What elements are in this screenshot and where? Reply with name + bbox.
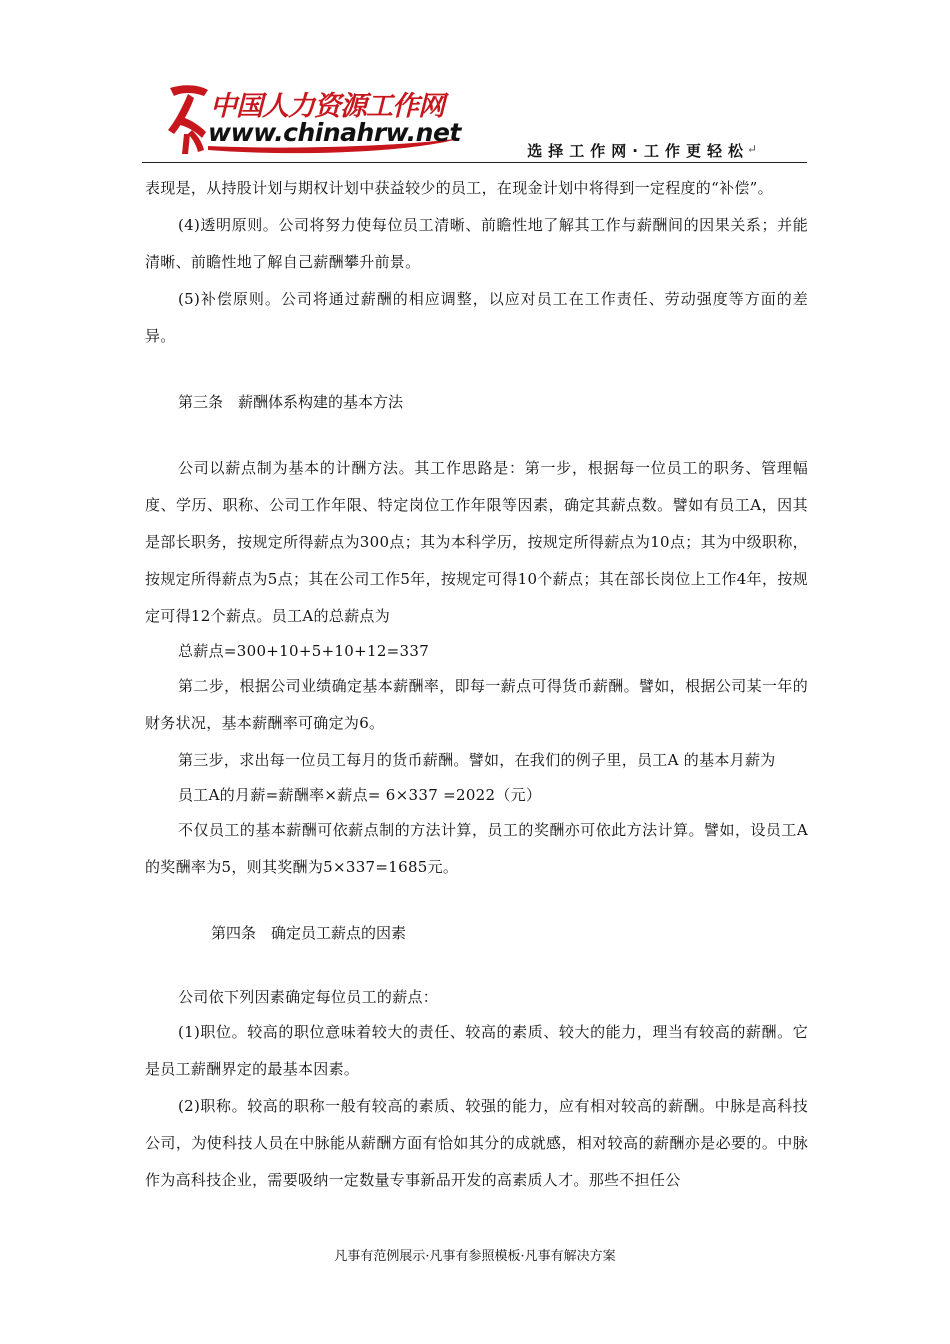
paragraph: 表现是，从持股计划与期权计划中获益较少的员工，在现金计划中将得到一定程度的“补偿”。 <box>145 179 773 197</box>
paragraph: 第二步，根据公司业绩确定基本薪酬率，即每一薪点可得货币薪酬。譬如，根据公司某一年的财务状况，基本薪酬率可确定为6。 <box>145 677 808 732</box>
document-body <box>145 170 808 1199</box>
paragraph: (5)补偿原则。公司将通过薪酬的相应调整，以应对员工在工作责任、劳动强度等方面的差异。 <box>145 290 808 345</box>
paragraph: (1)职位。较高的职位意味着较大的责任、较高的素质、较大的能力，理当有较高的薪酬。它是员工薪酬界定的最基本因素。 <box>145 1023 808 1078</box>
formula-line: 总薪点=300+10+5+10+12=337 <box>178 642 430 660</box>
logo-chinese-name: 中国人力资源工作网 <box>210 91 444 122</box>
header-slogan: 选择工作网·工作更轻松 <box>527 142 749 160</box>
paragraph: 公司依下列因素确定每位员工的薪点： <box>178 988 439 1006</box>
section-heading: 第四条 确定员工薪点的因素 <box>211 924 407 942</box>
page-footer: 凡事有范例展示·凡事有参照模板·凡事有解决方案 <box>334 1249 616 1264</box>
return-mark: ↵ <box>746 142 757 156</box>
paragraph: 公司以薪点制为基本的计酬方法。其工作思路是：第一步，根据每一位员工的职务、管理幅度、学历、职称、公司工作年限、特定岗位工作年限等因素，确定其薪点数。譬如有员工A，因其是部长职务，按规定所得薪点为300点；其为本科学历，按规定所得薪点为10点；其为中级职称，按规定所得薪点为5点；其在公司工作5年，按规定可得10个薪点；其在部长岗位上工作4年，按规定可得12个薪点。员工A的总薪点为 <box>145 459 808 625</box>
paragraph: (4)透明原则。公司将努力使每位员工清晰、前瞻性地了解其工作与薪酬间的因果关系；并能清晰、前瞻性地了解自己薪酬攀升前景。 <box>145 216 808 271</box>
page-header <box>142 70 807 164</box>
logo-url: www.chinahrw.net <box>208 118 461 147</box>
paragraph: (2)职称。较高的职称一般有较高的素质、较强的能力，应有相对较高的薪酬。中脉是高科技公司，为使科技人员在中脉能从薪酬方面有恰如其分的成就感，相对较高的薪酬亦是必要的。中脉作为高科技企业，需要吸纳一定数量专事新品开发的高素质人才。那些不担任公 <box>145 1097 808 1189</box>
paragraph: 第三步，求出每一位员工每月的货币薪酬。譬如，在我们的例子里，员工A 的基本月薪为 <box>178 751 776 769</box>
section-heading: 第三条 薪酬体系构建的基本方法 <box>178 393 404 411</box>
header-rule <box>142 162 807 163</box>
formula-line: 员工A的月薪=薪酬率×薪点= 6×337 =2022（元） <box>178 786 542 804</box>
paragraph: 不仅员工的基本薪酬可依薪点制的方法计算，员工的奖酬亦可依此方法计算。譬如，设员工A的奖酬率为5，则其奖酬为5×337=1685元。 <box>145 821 808 876</box>
